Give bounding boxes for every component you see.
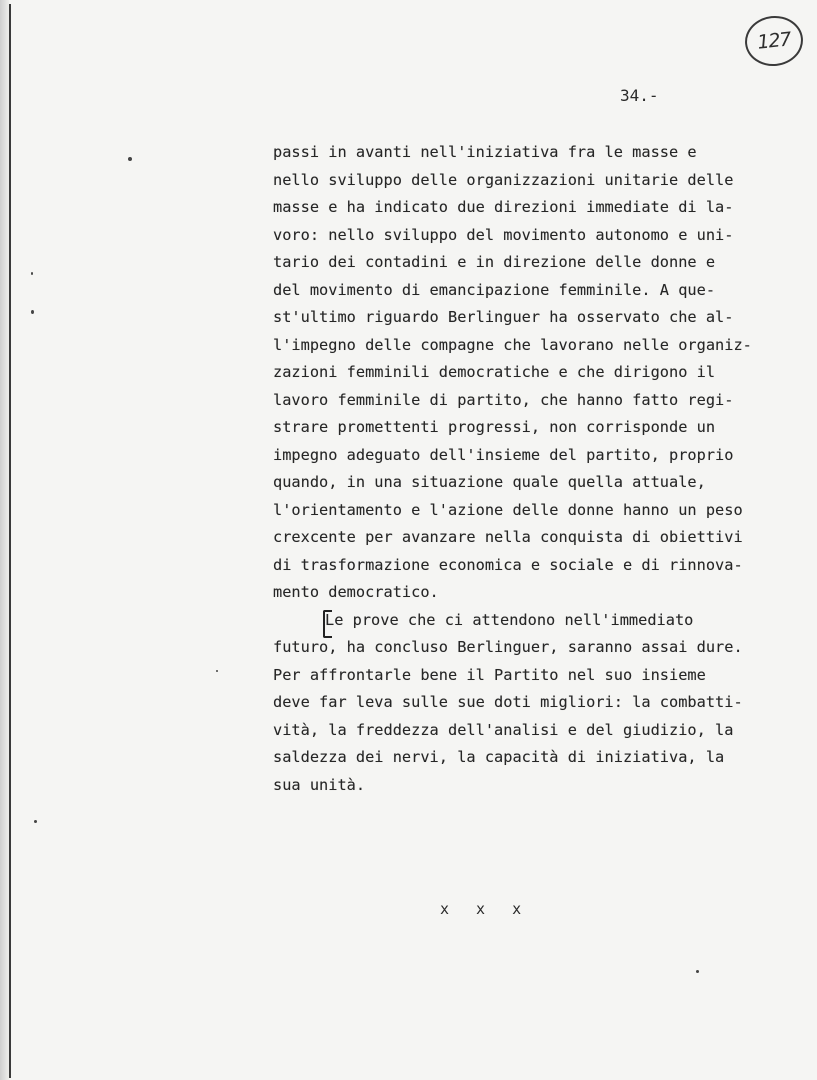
- text-line: lavoro femminile di partito, che hanno fatto regi-: [273, 390, 734, 409]
- text-line-first: [273, 607, 803, 635]
- text-line: del movimento di emancipazione femminile. A que-: [273, 280, 716, 299]
- text-line: Per affrontarle bene il Partito nel suo insieme: [273, 665, 706, 684]
- text-line: di trasformazione economica e sociale e di rinnova-: [273, 555, 743, 574]
- text-line: st'ultimo riguardo Berlinguer ha osservato che al-: [273, 308, 734, 326]
- paper-speck: [696, 970, 699, 973]
- paper-speck: [31, 310, 34, 314]
- text-line: nello sviluppo delle organizzazioni unitarie delle: [273, 170, 734, 189]
- text-line: tario dei contadini e in direzione delle donne e: [273, 253, 716, 271]
- paper-speck: [34, 820, 37, 823]
- text-line: strare promettenti progressi, non corrisponde un: [273, 418, 716, 436]
- text-line: futuro, ha concluso Berlinguer, saranno assai dure.: [273, 638, 743, 656]
- handwritten-bracket-mark: [323, 610, 332, 638]
- archive-stamp: [743, 13, 806, 69]
- binding-line: [9, 4, 11, 1078]
- text-line: mento democratico.: [273, 583, 439, 601]
- paragraph-1: [273, 139, 803, 607]
- paper-speck: [216, 670, 218, 672]
- text-line: deve far leva sulle sue doti migliori: la combatti-: [273, 693, 743, 711]
- body-text: [273, 139, 803, 799]
- text-line: masse e ha indicato due direzioni immediate di la-: [273, 198, 734, 216]
- text-line: l'orientamento e l'azione delle donne hanno un peso: [273, 500, 743, 519]
- text-line: l'impegno delle compagne che lavorano nelle organiz-: [273, 335, 752, 354]
- page-left-edge: [0, 0, 9, 1080]
- text-line: zazioni femminili democratiche e che dirigono il: [273, 363, 716, 381]
- text-line: passi in avanti nell'iniziativa fra le masse e: [273, 143, 697, 161]
- paper-speck: [31, 272, 33, 275]
- paragraph-2: [273, 607, 803, 800]
- text-line: saldezza dei nervi, la capacità di iniziativa, la: [273, 748, 725, 766]
- section-separator: x x x: [440, 900, 531, 918]
- text-line: quando, in una situazione quale quella attuale,: [273, 473, 706, 491]
- paper-speck: [128, 157, 132, 161]
- text-line: crexcente per avanzare nella conquista di obiettivi: [273, 528, 743, 546]
- text-line: voro: nello sviluppo del movimento autonomo e uni-: [273, 225, 734, 244]
- archive-stamp-number: 127: [756, 28, 792, 54]
- text-line: Le prove che ci attendono nell'immediato: [325, 610, 694, 629]
- text-line: sua unità.: [273, 775, 366, 794]
- text-line: impegno adeguato dell'insieme del partito, proprio: [273, 445, 734, 464]
- text-line: vità, la freddezza dell'analisi e del giudizio, la: [273, 720, 734, 739]
- page-number: 34.-: [620, 86, 659, 105]
